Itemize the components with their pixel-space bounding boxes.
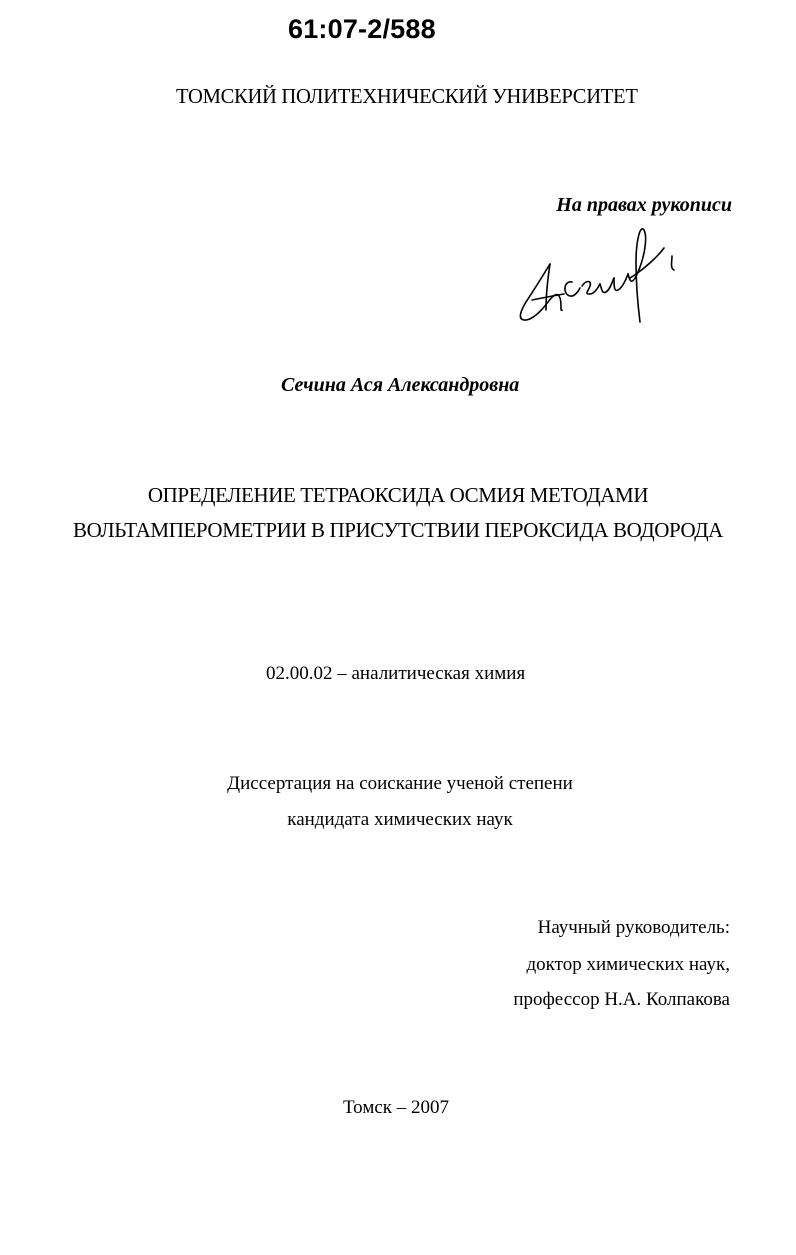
archive-code: 61:07-2/588 xyxy=(288,14,436,44)
dissertation-title-line-2: ВОЛЬТАМПЕРОМЕТРИИ В ПРИСУТСТВИИ ПЕРОКСИДА ВОДОРОДА xyxy=(73,518,723,542)
degree-line-1: Диссертация на соискание ученой степени xyxy=(227,773,573,794)
signature-icon xyxy=(512,222,692,334)
manuscript-note: На правах рукописи xyxy=(556,194,732,216)
supervisor-degree: доктор химических наук, xyxy=(526,954,730,975)
supervisor-name: профессор Н.А. Колпакова xyxy=(513,989,730,1010)
dissertation-title-line-1: ОПРЕДЕЛЕНИЕ ТЕТРАОКСИДА ОСМИЯ МЕТОДАМИ xyxy=(147,483,649,507)
degree-line-2: кандидата химических наук xyxy=(287,809,513,830)
university-name: ТОМСКИЙ ПОЛИТЕХНИЧЕСКИЙ УНИВЕРСИТЕТ xyxy=(176,84,638,108)
supervisor-label: Научный руководитель: xyxy=(537,917,730,938)
specialty-code: 02.00.02 – аналитическая химия xyxy=(266,663,526,684)
city-year: Томск – 2007 xyxy=(343,1097,450,1118)
author-name: Сечина Ася Александровна xyxy=(281,374,520,396)
